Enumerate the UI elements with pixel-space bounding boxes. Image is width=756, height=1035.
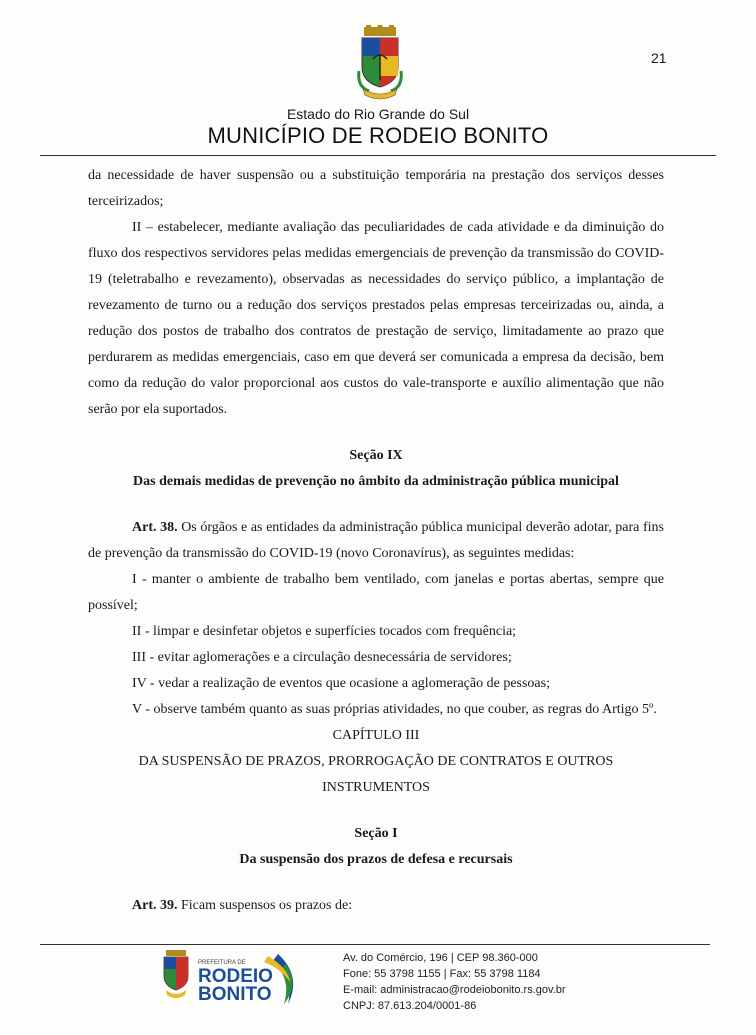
article-38-label: Art. 38. [132,520,178,535]
footer-phone-line: Fone: 55 3798 1155 | Fax: 55 3798 1184 [343,968,541,980]
municipality-title: MUNICÍPIO DE RODEIO BONITO [207,123,549,148]
article-38-item-ii: II - limpar e desinfetar objetos e superfícies tocados com frequência; [132,624,517,639]
chapter-subtitle-line-2: INSTRUMENTOS [322,780,430,795]
coat-of-arms-icon [355,25,405,103]
article-39-label: Art. 39. [132,898,178,913]
article-38-item-v: V - observe também quanto as suas próprias atividades, no que couber, as regras do Artigo 5º. [132,702,657,717]
logo-crest-icon [164,950,188,998]
logo-line-1: RODEIO [198,966,273,987]
article-39-text: Ficam suspensos os prazos de: [177,898,353,913]
paragraph-continuation: da necessidade de haver suspensão ou a substituição temporária na prestação dos serviços desses terceirizados; [88,168,664,209]
article-38-item-iii: III - evitar aglomerações e a circulação desnecessária de servidores; [132,650,512,665]
footer-cnpj-line: CNPJ: 87.613.204/0001-86 [343,1000,477,1012]
prefeitura-logo [160,948,310,1008]
footer-contact [343,950,566,1014]
footer-email-line: E-mail: administracao@rodeiobonito.rs.gov.br [343,984,566,996]
article-38-item-iv: IV - vedar a realização de eventos que ocasione a aglomeração de pessoas; [132,676,550,691]
article-38-item-i: I - manter o ambiente de trabalho bem ventilado, com janelas e portas abertas, sempre que possível; [88,572,664,613]
article-38 [88,515,664,567]
footer-divider [40,944,710,945]
chapter-title: CAPÍTULO III [332,728,420,743]
logo-small-text: PREFEITURA DE [198,960,246,966]
footer-address-line: Av. do Comércio, 196 | CEP 98.360-000 [343,952,538,964]
section-ix-title: Seção IX [349,448,403,463]
page-number: 21 [651,50,667,66]
article-38-text: Os órgãos e as entidades da administração pública municipal deverão adotar, para fins de prevenção da transmissão do COVID-19 (novo Coronavírus), as seguintes medidas: [88,520,664,561]
logo-line-2: BONITO [198,984,272,1005]
section-ix-subtitle: Das demais medidas de prevenção no âmbito da administração pública municipal [133,474,619,489]
section-i-subtitle: Da suspensão dos prazos de defesa e recursais [239,852,513,867]
chapter-subtitle-line-1: DA SUSPENSÃO DE PRAZOS, PRORROGAÇÃO DE CONTRATOS E OUTROS [138,754,614,769]
header-divider [40,155,716,156]
paragraph-item-ii: II – estabelecer, mediante avaliação das peculiaridades de cada atividade e da diminuição do fluxo dos respectivos servidores pelas medidas emergenciais de prevenção da transmissão do COVID-19 (teletrabalho e revezamento), observadas as necessidades do serviço público, a implantação de revezamento de turno ou a redução dos serviços prestados pelas empresas terceirizadas ou, ainda, a redução dos postos de trabalho dos contratos de prestação de serviço, limitadamente ao prazo que perdurarem as medidas emergenciais, caso em que deverá ser comunicada a empresa da decisão, bem como da redução do valor proporcional aos custos do vale-transporte e auxílio alimentação que não serão por ela suportados. [88,220,664,417]
article-39 [88,893,664,919]
state-name: Estado do Rio Grande do Sul [286,106,470,122]
document-body [88,163,664,919]
section-i-title: Seção I [354,826,398,841]
